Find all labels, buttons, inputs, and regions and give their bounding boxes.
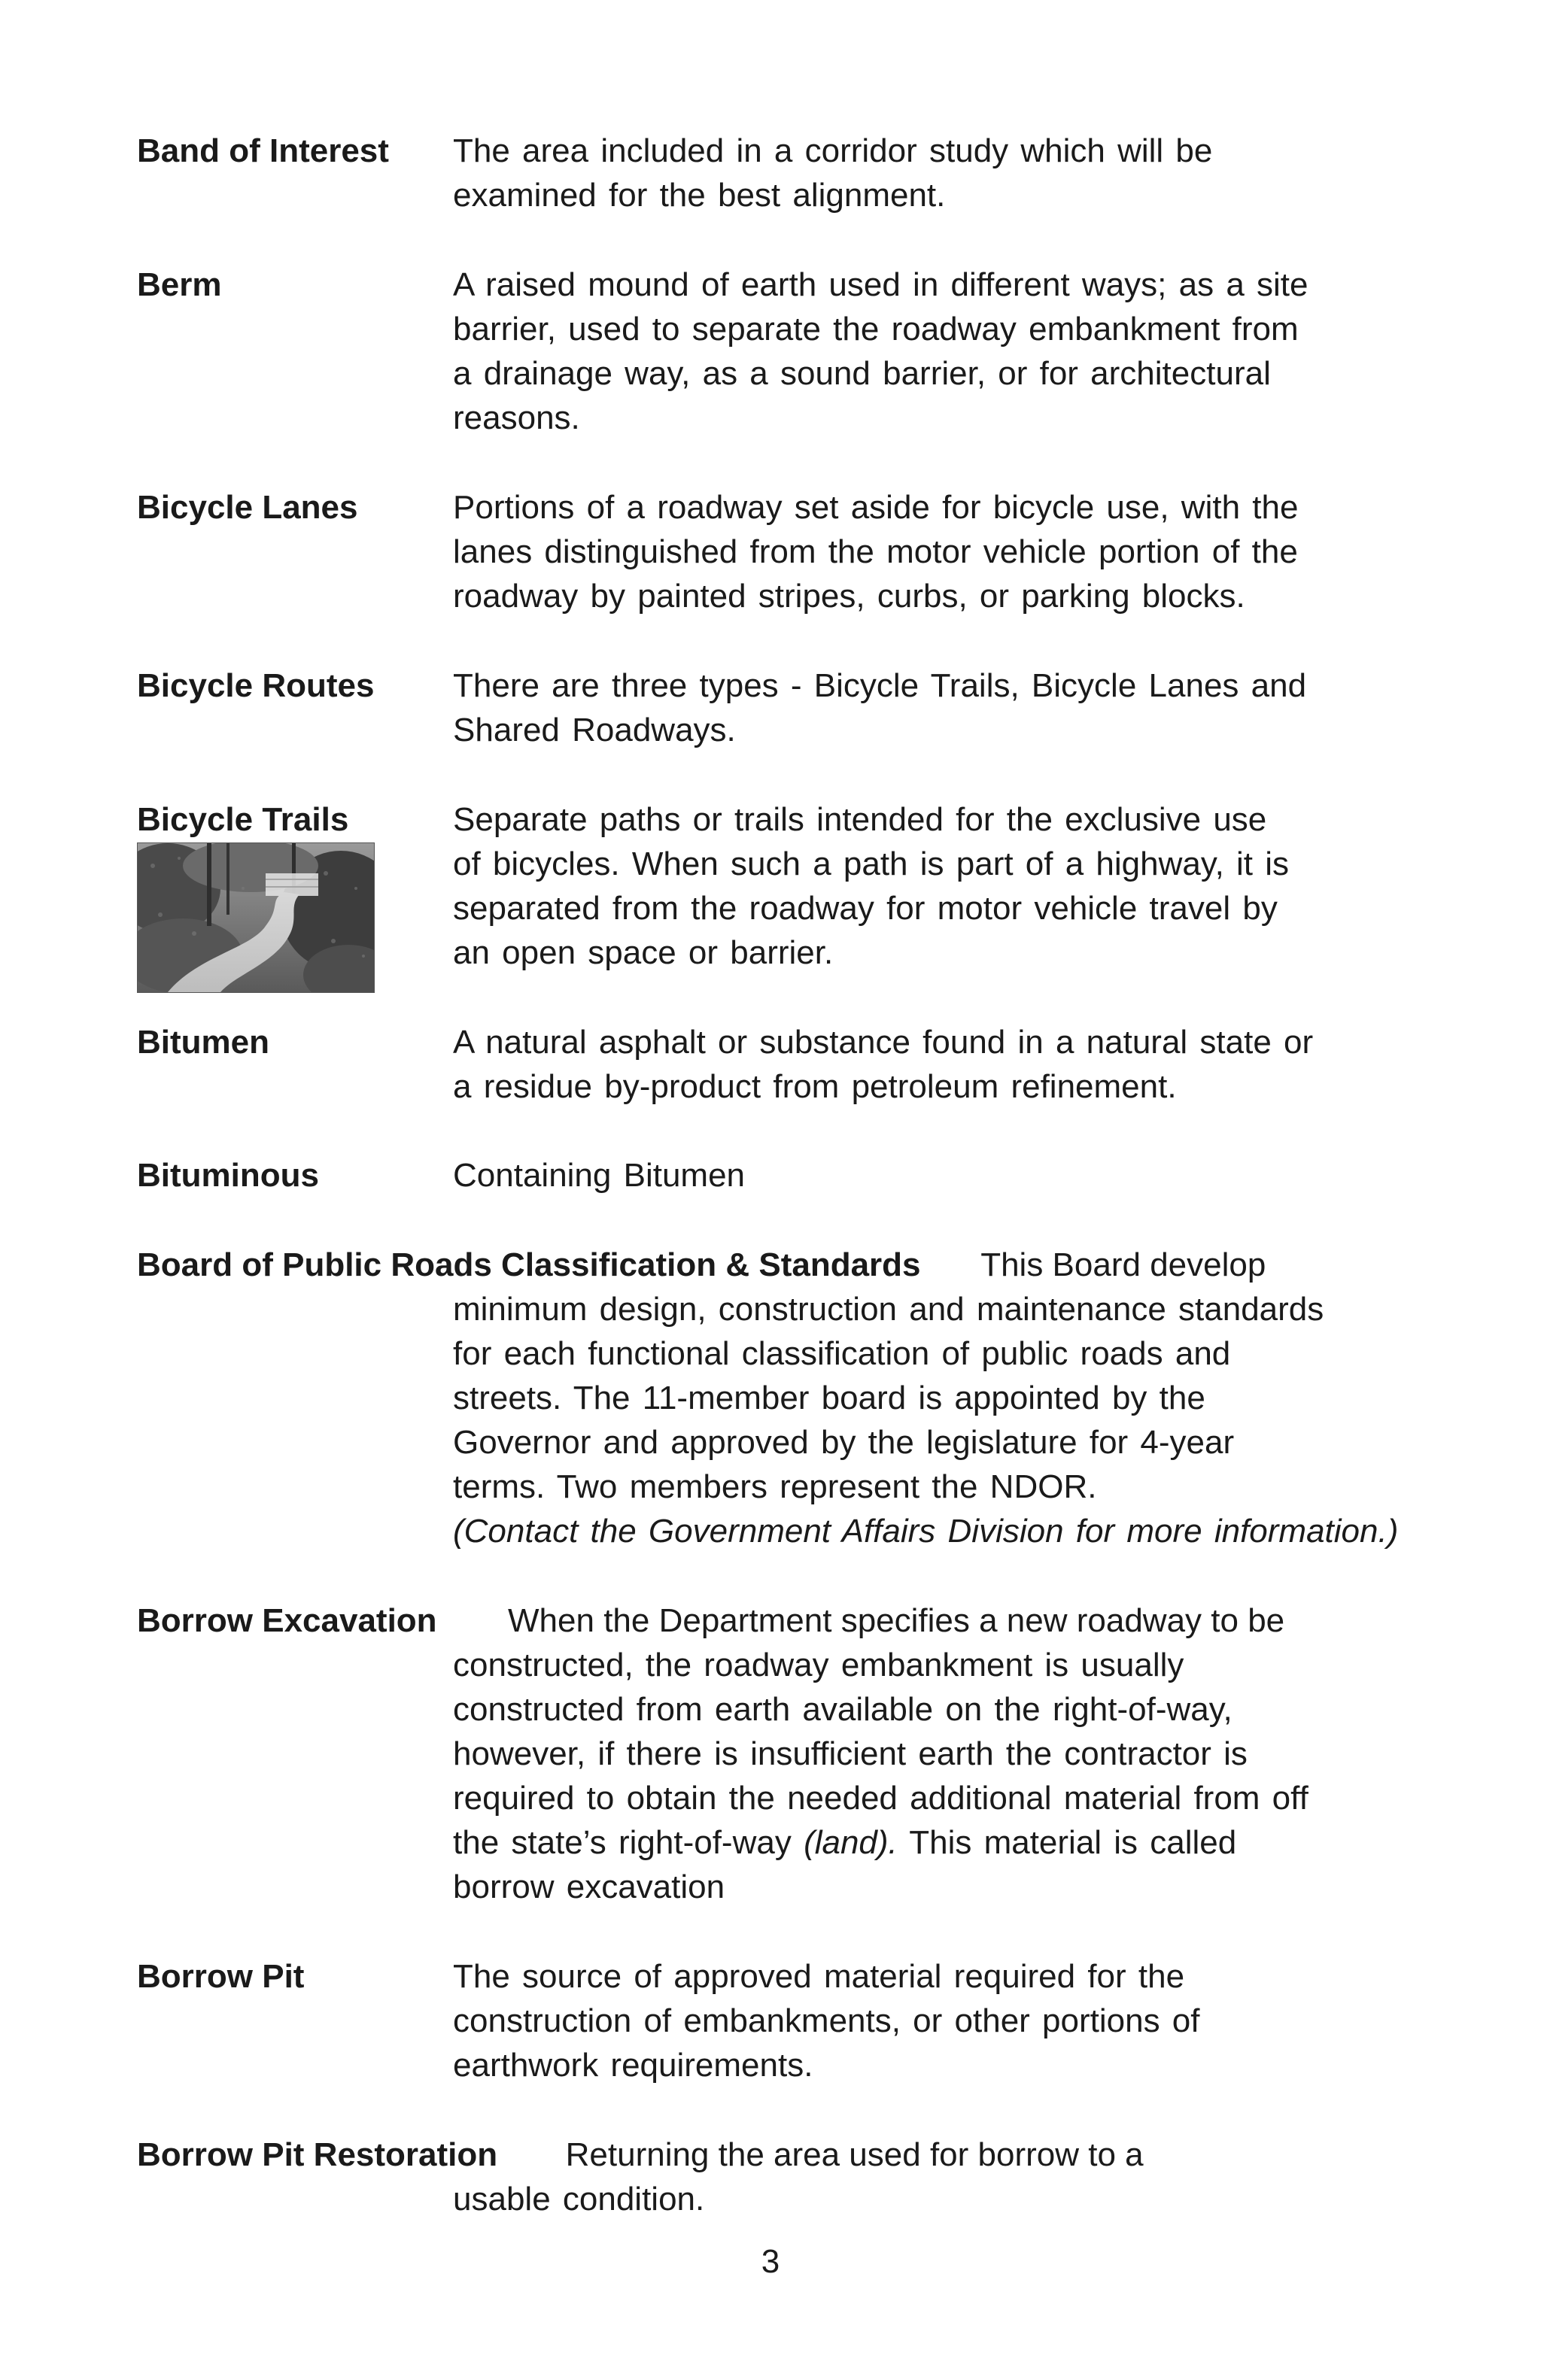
definition-line: Shared Roadways. — [453, 712, 736, 748]
definition-line: A natural asphalt or substance found in a natural state or — [453, 1024, 1314, 1061]
glossary-entry — [137, 263, 1386, 440]
definition-line: a residue by-product from petroleum refinement. — [453, 1068, 1177, 1105]
glossary-entry — [137, 1020, 1386, 1109]
definition-line: constructed, the roadway embankment is usually — [453, 1647, 1184, 1683]
definition-first-line — [137, 1598, 1386, 1643]
definition-line — [453, 1820, 1386, 1865]
glossary-definition — [453, 797, 1386, 975]
glossary-term: Borrow Pit — [137, 1958, 305, 1995]
definition-first-line — [137, 1243, 1386, 1287]
definition-line: lanes distinguished from the motor vehicle portion of the — [453, 533, 1298, 570]
definition-line: separated from the roadway for motor vehicle travel by — [453, 890, 1278, 927]
definition-line: of bicycles. When such a path is part of a highway, it is — [453, 845, 1290, 882]
glossary-entry — [137, 663, 1386, 752]
definition-line: Returning the area used for borrow to a — [565, 2136, 1144, 2173]
glossary-definition — [453, 663, 1386, 752]
definition-line: examined for the best alignment. — [453, 177, 946, 214]
glossary-definition — [453, 129, 1386, 217]
glossary-term: Bicycle Lanes — [137, 489, 358, 526]
definition-text-italic: (land). — [804, 1824, 898, 1861]
definition-line: The source of approved material required for the — [453, 1958, 1185, 1995]
definition-line: Portions of a roadway set aside for bicycle use, with the — [453, 489, 1299, 526]
definition-text: This material is called — [909, 1824, 1237, 1861]
glossary-definition — [453, 1643, 1386, 1909]
bicycle-trail-photo — [137, 842, 375, 993]
glossary-entry — [137, 1954, 1386, 2087]
definition-text: the state’s right-of-way — [453, 1824, 792, 1861]
definition-line: barrier, used to separate the roadway embankment from — [453, 311, 1299, 348]
glossary-definition — [453, 1954, 1386, 2087]
definition-line: Separate paths or trails intended for the exclusive use — [453, 801, 1267, 838]
definition-line: terms. Two members represent the NDOR. — [453, 1468, 1097, 1505]
glossary-term: Bicycle Trails — [137, 801, 349, 838]
definition-line: for each functional classification of public roads and — [453, 1335, 1231, 1372]
glossary-term: Bicycle Routes — [137, 667, 375, 704]
glossary-term: Bituminous — [137, 1157, 319, 1194]
definition-note: (Contact the Government Affairs Division for more information.) — [453, 1513, 1399, 1550]
definition-line: Governor and approved by the legislature for 4-year — [453, 1424, 1235, 1461]
glossary-term: Band of Interest — [137, 132, 389, 169]
glossary-entry — [137, 129, 1386, 217]
definition-line: construction of embankments, or other portions of — [453, 2002, 1200, 2039]
glossary-term: Berm — [137, 266, 222, 303]
definition-line: earthwork requirements. — [453, 2047, 813, 2084]
definition-line: When the Department specifies a new roadway to be — [508, 1602, 1285, 1639]
definition-line: Containing Bitumen — [453, 1157, 746, 1194]
glossary-entry — [137, 1598, 1386, 1909]
glossary-entry — [137, 1243, 1399, 1553]
glossary-term: Borrow Pit Restoration — [137, 2136, 498, 2173]
glossary-definition — [453, 485, 1386, 618]
definition-line: streets. The 11-member board is appointed by the — [453, 1380, 1205, 1416]
definition-line: constructed from earth available on the right-of-way, — [453, 1691, 1232, 1728]
glossary-definition — [453, 1153, 1386, 1198]
glossary-entry — [137, 1153, 1386, 1198]
definition-line: There are three types - Bicycle Trails, Bicycle Lanes and — [453, 667, 1307, 704]
definition-line: required to obtain the needed additional material from off — [453, 1780, 1308, 1817]
glossary-entry — [137, 485, 1386, 618]
definition-line: minimum design, construction and maintenance standards — [453, 1291, 1324, 1328]
glossary-term: Board of Public Roads Classification & Standards — [137, 1246, 921, 1283]
glossary-definition — [453, 1020, 1386, 1109]
glossary-definition — [453, 2177, 1386, 2221]
definition-line: The area included in a corridor study which will be — [453, 132, 1213, 169]
definition-line: reasons. — [453, 399, 580, 436]
definition-line: a drainage way, as a sound barrier, or for architectural — [453, 355, 1271, 392]
definition-line: however, if there is insufficient earth the contractor is — [453, 1735, 1248, 1772]
definition-line: A raised mound of earth used in different ways; as a site — [453, 266, 1308, 303]
definition-line: borrow excavation — [453, 1868, 725, 1905]
definition-first-line — [137, 2133, 1386, 2177]
definition-line: an open space or barrier. — [453, 934, 834, 971]
glossary-definition — [453, 1287, 1399, 1553]
definition-line: This Board develop — [980, 1246, 1266, 1283]
definition-line: roadway by painted stripes, curbs, or parking blocks. — [453, 578, 1245, 615]
glossary-entry — [137, 2133, 1386, 2221]
glossary-term: Bitumen — [137, 1024, 269, 1061]
glossary-term: Borrow Excavation — [137, 1602, 437, 1639]
definition-line: usable condition. — [453, 2181, 705, 2218]
page-number: 3 — [761, 2243, 780, 2280]
glossary-definition — [453, 263, 1386, 440]
